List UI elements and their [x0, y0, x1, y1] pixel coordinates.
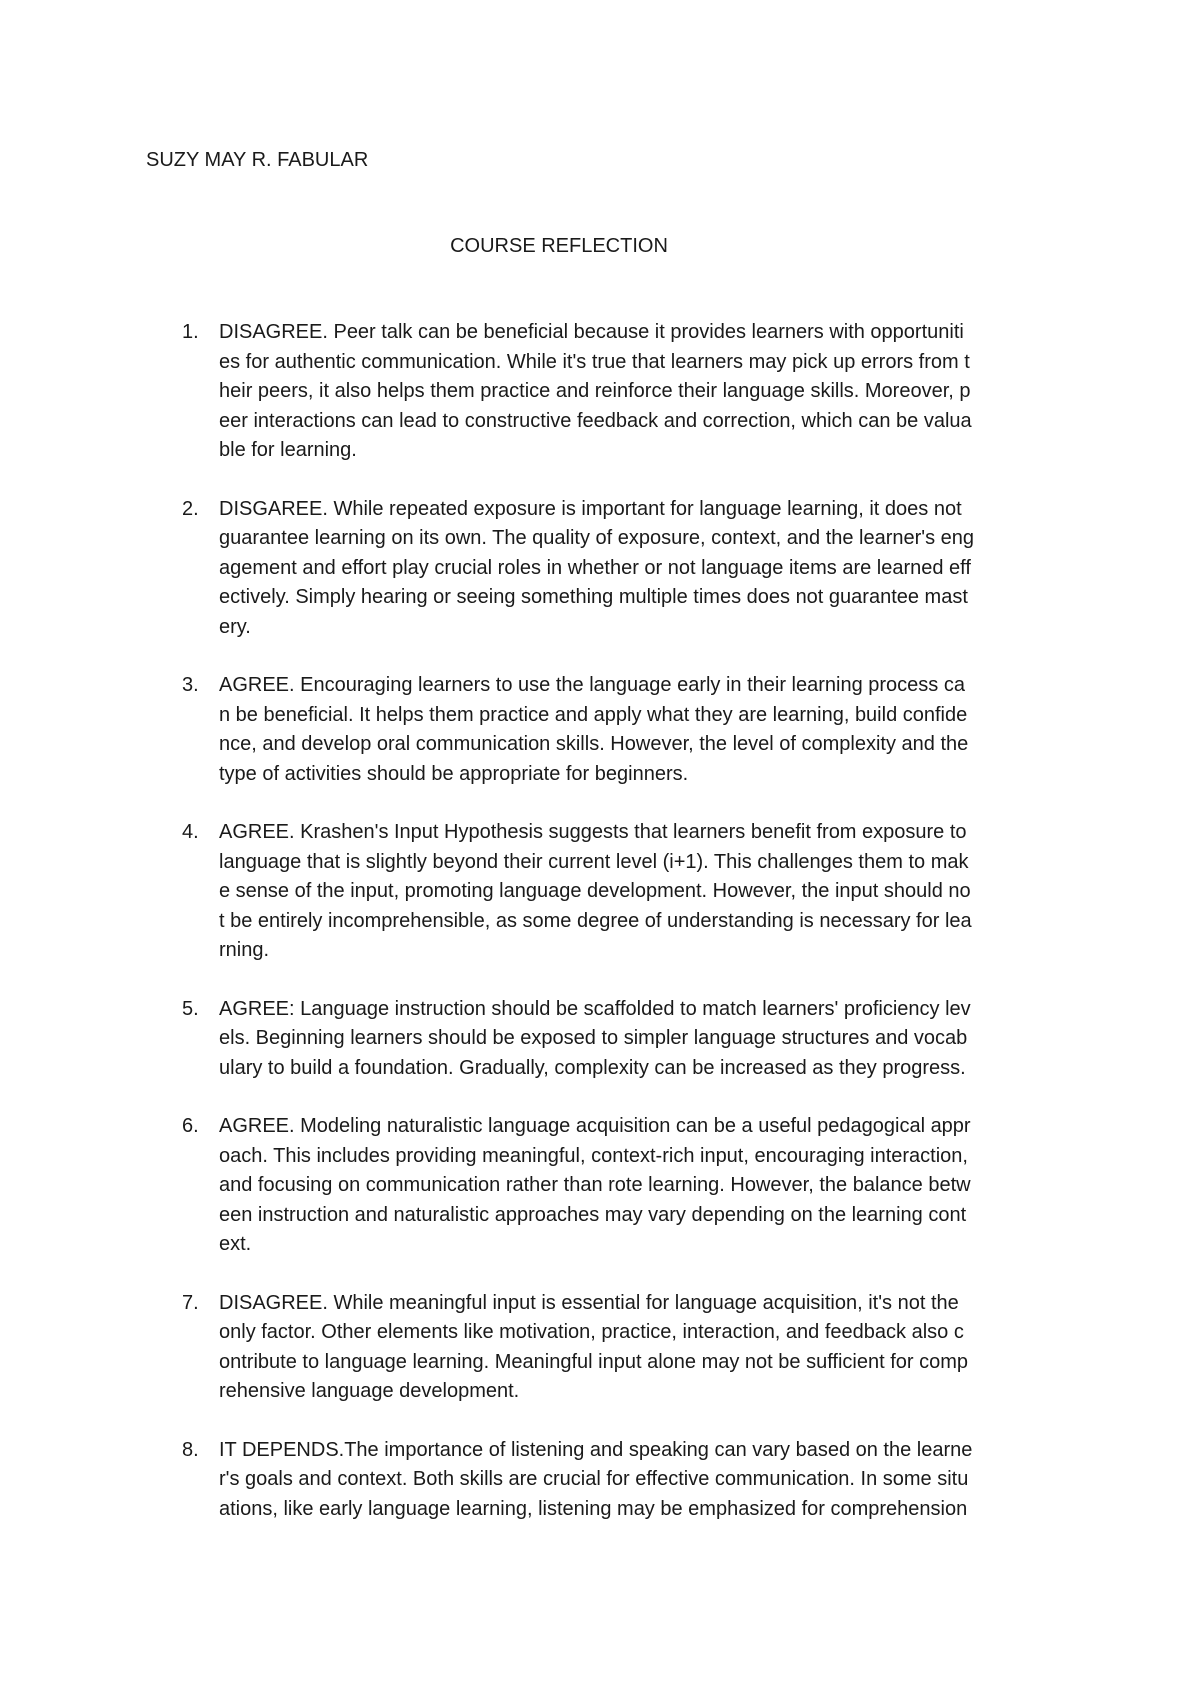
- list-item-number: 7.: [182, 1291, 199, 1314]
- list-item-number: 8.: [182, 1438, 199, 1461]
- list-item-number: 6.: [182, 1115, 199, 1137]
- text-line: IT DEPENDS.The importance of listening and speaking can vary based on the learne: [219, 1438, 973, 1461]
- list-item-6: [0, 1112, 1200, 1260]
- text-line: rning.: [219, 939, 270, 961]
- text-line: r's goals and context. Both skills are crucial for effective communication. In some situ: [219, 1468, 969, 1490]
- text-line: els. Beginning learners should be exposed to simpler language structures and vocab: [219, 1027, 968, 1049]
- text-line: t be entirely incomprehensible, as some degree of understanding is necessary for lea: [219, 909, 972, 932]
- text-line: heir peers, it also helps them practice and reinforce their language skills. Moreover, p: [219, 380, 971, 402]
- list-item-number: 2.: [182, 497, 199, 520]
- text-line: ectively. Simply hearing or seeing something multiple times does not guarantee mast: [219, 586, 968, 608]
- text-line: AGREE. Krashen's Input Hypothesis suggests that learners benefit from exposure to: [219, 821, 967, 843]
- text-line: type of activities should be appropriate for beginners.: [219, 762, 689, 785]
- text-line: agement and effort play crucial roles in whether or not language items are learned eff: [219, 556, 971, 579]
- text-line: ulary to build a foundation. Gradually, complexity can be increased as they progress.: [219, 1056, 966, 1079]
- text-line: AGREE. Encouraging learners to use the language early in their learning process ca: [219, 674, 965, 696]
- text-line: eer interactions can lead to constructive feedback and correction, which can be valua: [219, 409, 972, 432]
- list-item-2: [0, 495, 1200, 643]
- list-item-text: [219, 1289, 1059, 1407]
- list-item-3: [0, 671, 1200, 789]
- list-item-text: [219, 1436, 1059, 1525]
- text-line: DISAGREE. Peer talk can be beneficial because it provides learners with opportuniti: [219, 321, 964, 343]
- text-line: een instruction and naturalistic approaches may vary depending on the learning cont: [219, 1203, 967, 1226]
- text-line: e sense of the input, promoting language development. However, the input should no: [219, 880, 971, 902]
- list-item-5: [0, 995, 1200, 1084]
- list-item-text: [219, 495, 1059, 643]
- list-item-number: 1.: [182, 321, 199, 343]
- list-item-number: 5.: [182, 997, 199, 1020]
- list-item-7: [0, 1289, 1200, 1407]
- text-line: only factor. Other elements like motivation, practice, interaction, and feedback also c: [219, 1321, 964, 1343]
- text-line: es for authentic communication. While it's true that learners may pick up errors from t: [219, 350, 970, 373]
- text-line: AGREE: Language instruction should be scaffolded to match learners' proficiency lev: [219, 997, 971, 1020]
- document-title: COURSE REFLECTION: [450, 235, 668, 257]
- list-item-text: [219, 318, 1059, 466]
- text-line: rehensive language development.: [219, 1380, 520, 1402]
- text-line: ations, like early language learning, listening may be emphasized for comprehension: [219, 1497, 968, 1520]
- text-line: ery.: [219, 615, 251, 638]
- text-line: and focusing on communication rather than rote learning. However, the balance betw: [219, 1174, 971, 1196]
- list-item-text: [219, 818, 1059, 966]
- text-line: ext.: [219, 1233, 252, 1255]
- list-item-number: 4.: [182, 821, 199, 843]
- author-name: SUZY MAY R. FABULAR: [146, 149, 369, 171]
- text-line: DISGAREE. While repeated exposure is important for language learning, it does not: [219, 497, 962, 520]
- text-line: guarantee learning on its own. The quality of exposure, context, and the learner's eng: [219, 527, 975, 549]
- text-line: oach. This includes providing meaningful, context-rich input, encouraging interaction,: [219, 1144, 968, 1167]
- list-item-4: [0, 818, 1200, 966]
- text-line: DISAGREE. While meaningful input is essential for language acquisition, it's not the: [219, 1291, 959, 1314]
- list-item-text: [219, 1112, 1059, 1260]
- text-line: ontribute to language learning. Meaningful input alone may not be sufficient for comp: [219, 1350, 969, 1373]
- text-line: nce, and develop oral communication skills. However, the level of complexity and the: [219, 733, 969, 755]
- text-line: language that is slightly beyond their current level (i+1). This challenges them to mak: [219, 850, 969, 873]
- list-item-text: [219, 995, 1059, 1084]
- text-line: n be beneficial. It helps them practice and apply what they are learning, build confide: [219, 703, 968, 726]
- list-item-text: [219, 671, 1059, 789]
- list-item-number: 3.: [182, 674, 199, 696]
- reflection-list: [0, 318, 1200, 1553]
- text-line: AGREE. Modeling naturalistic language acquisition can be a useful pedagogical appr: [219, 1115, 971, 1137]
- text-line: ble for learning.: [219, 439, 357, 461]
- list-item-8: [0, 1436, 1200, 1525]
- list-item-1: [0, 318, 1200, 466]
